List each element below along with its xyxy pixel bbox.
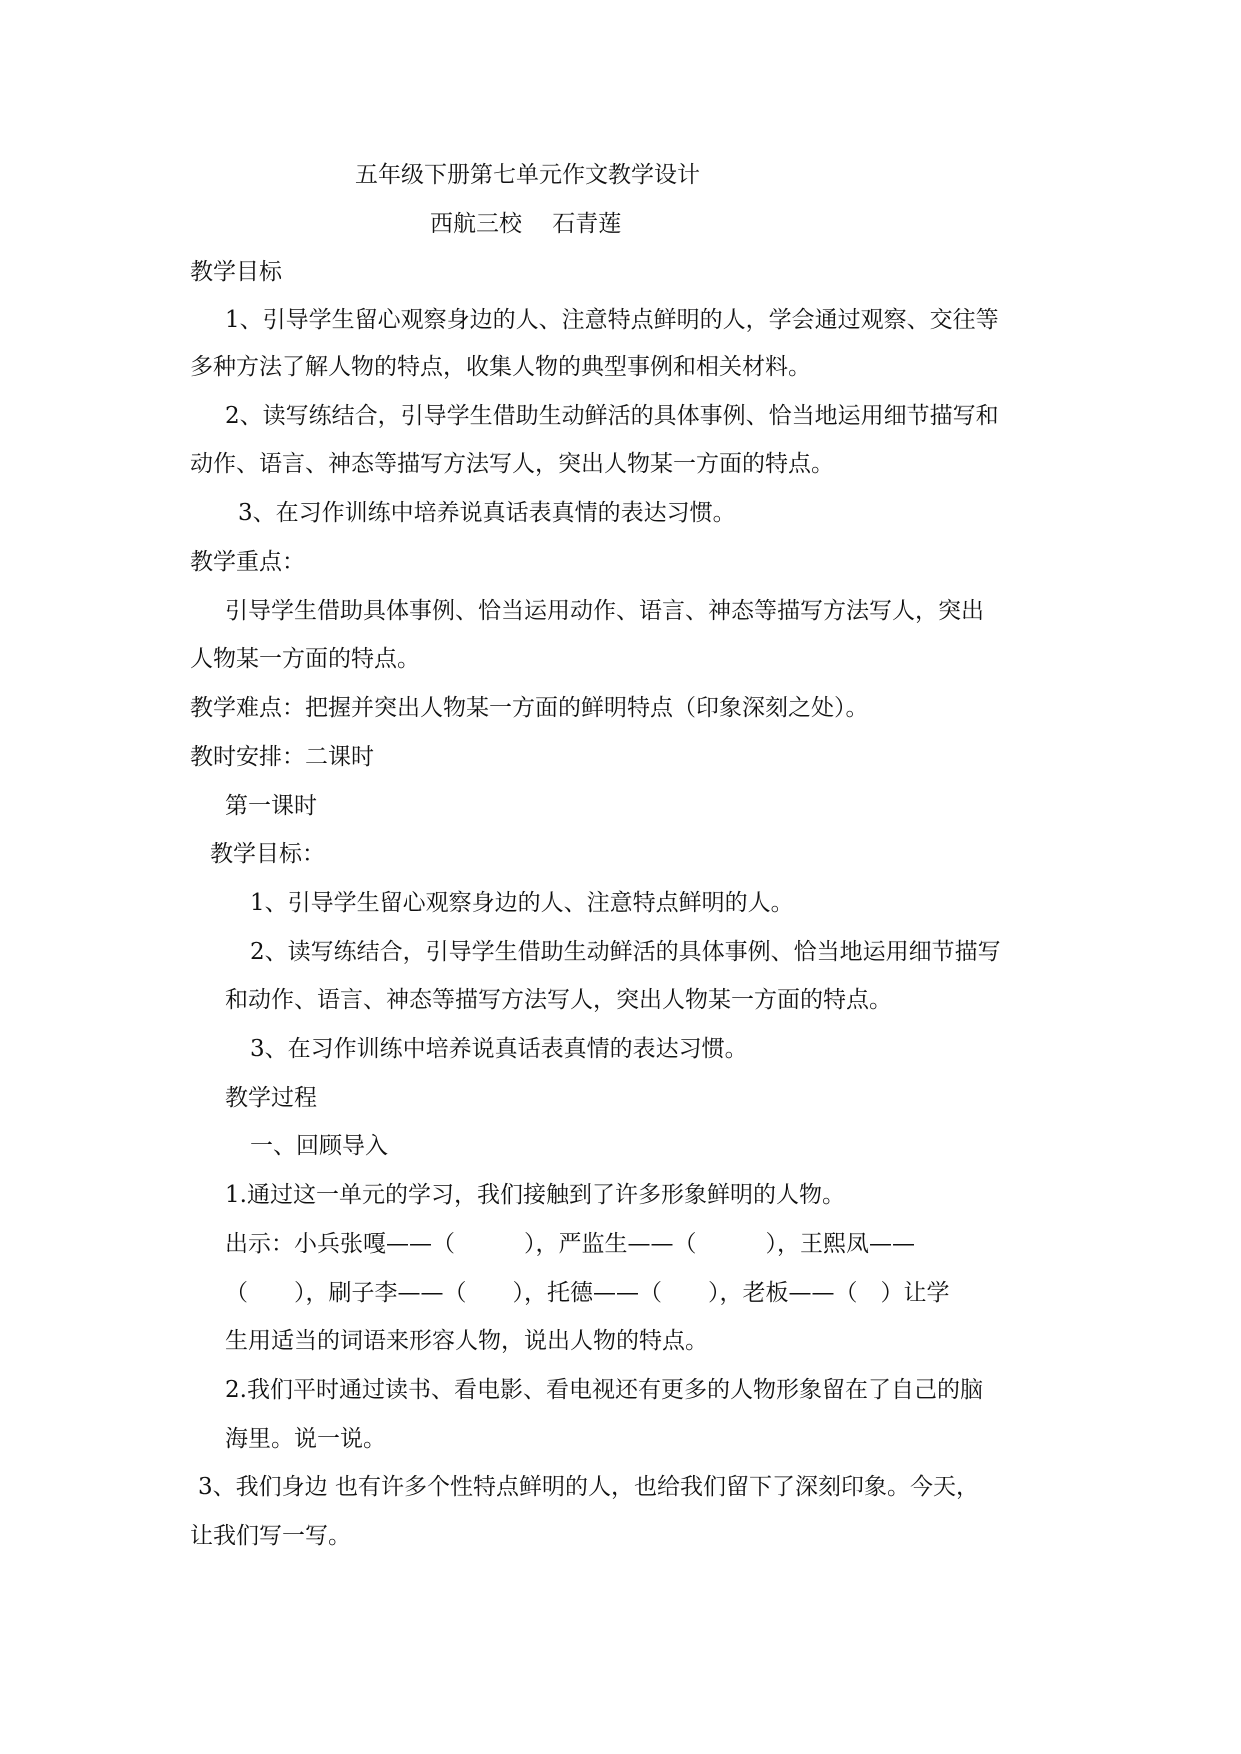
objective-1-line-1: 1、引导学生留心观察身边的人、注意特点鲜明的人，学会通过观察、交往等 [225, 307, 999, 333]
lesson-one-objective-2-line-1: 2、读写练结合，引导学生借助生动鲜活的具体事例、恰当地运用细节描写 [250, 939, 1001, 965]
objective-3: 3、在习作训练中培养说真话表真情的表达习惯。 [238, 500, 736, 526]
schedule: 教时安排：二课时 [190, 744, 374, 770]
document-author: 西航三校 石青莲 [430, 211, 622, 237]
lesson-one-objectives-heading: 教学目标： [210, 841, 325, 867]
lesson-one-objective-2-line-2: 和动作、语言、神态等描写方法写人，突出人物某一方面的特点。 [225, 987, 892, 1013]
objectives-heading: 教学目标 [190, 259, 282, 285]
document-title: 五年级下册第七单元作文教学设计 [355, 162, 700, 188]
show-line-1: 出示：小兵张嘎——（ ），严监生——（ ），王熙凤—— [225, 1231, 915, 1257]
step-2-line-2: 海里。说一说。 [225, 1426, 386, 1452]
step-1: 1.通过这一单元的学习，我们接触到了许多形象鲜明的人物。 [225, 1182, 845, 1208]
step-3-line-2: 让我们写一写。 [190, 1523, 351, 1549]
lesson-one-heading: 第一课时 [225, 793, 317, 819]
show-line-2: （ ），刷子李——（ ），托德——（ ），老板——（ ）让学 [225, 1280, 950, 1306]
step-3-line-1: 3、我们身边 也有许多个性特点鲜明的人，也给我们留下了深刻印象。今天， [198, 1474, 979, 1500]
step-2-line-1: 2.我们平时通过读书、看电影、看电视还有更多的人物形象留在了自己的脑 [225, 1377, 983, 1403]
objective-2-line-2: 动作、语言、神态等描写方法写人，突出人物某一方面的特点。 [190, 451, 834, 477]
section-1-heading: 一、回顾导入 [250, 1133, 388, 1159]
process-heading: 教学过程 [225, 1085, 317, 1111]
show-line-3: 生用适当的词语来形容人物，说出人物的特点。 [225, 1328, 708, 1354]
lesson-one-objective-3: 3、在习作训练中培养说真话表真情的表达习惯。 [250, 1036, 748, 1062]
objective-2-line-1: 2、读写练结合，引导学生借助生动鲜活的具体事例、恰当地运用细节描写和 [225, 403, 999, 429]
key-points-heading: 教学重点： [190, 549, 305, 575]
lesson-one-objective-1: 1、引导学生留心观察身边的人、注意特点鲜明的人。 [250, 890, 794, 916]
key-points-line-1: 引导学生借助具体事例、恰当运用动作、语言、神态等描写方法写人，突出 [225, 598, 984, 624]
key-points-line-2: 人物某一方面的特点。 [190, 646, 420, 672]
difficulty: 教学难点：把握并突出人物某一方面的鲜明特点（印象深刻之处）。 [190, 695, 869, 721]
objective-1-line-2: 多种方法了解人物的特点，收集人物的典型事例和相关材料。 [190, 354, 811, 380]
